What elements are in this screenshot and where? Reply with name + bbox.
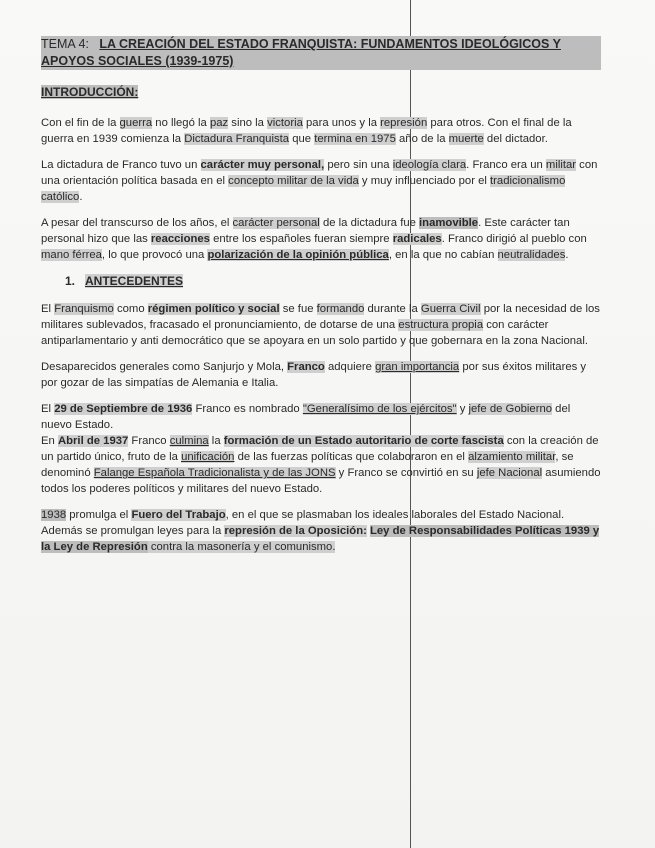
section-1-paragraph-2: Desaparecidos generales como Sanjurjo y Mola, Franco adquiere gran importancia por sus éxitos militares y por gozar de las simpatías de Alemania e Italia.	[41, 361, 587, 389]
section-1-paragraph-6: Además se promulgan leyes para la represión de la Oposición: Ley de Responsabilidades Políticas 1939 y la Ley de Represión contra la masonería y el comunismo.	[41, 525, 600, 553]
section-1-paragraph-5: 1938 promulga el Fuero del Trabajo, en el que se plasmaban los ideales laborales del Estado Nacional.	[41, 509, 565, 521]
intro-paragraph-3: A pesar del transcurso de los años, el carácter personal de la dictadura fue inamovible. Este carácter tan personal hizo que las reacciones entre los españoles fueran siempre radicales. Franco dirigió al pueblo con mano férrea, lo que provocó una polarización de la opinión pública, en la que no cabían neutralidades.	[41, 217, 587, 261]
section-1-paragraph-3: El 29 de Septiembre de 1936 Franco es nombrado "Generalísimo de los ejércitos" y jefe de Gobierno del nuevo Estado.	[41, 403, 571, 431]
section-1-paragraph-4: En Abril de 1937 Franco culmina la formación de un Estado autoritario de corte fascista con la creación de un partido único, fruto de la unificación de las fuerzas políticas que colaboraron en el alzamiento militar, se denominó Falange Española Tradicionalista y de las JONS y Franco se convirtió en su jefe Nacional asumiendo todos los poderes políticos y militares del nuevo Estado.	[41, 435, 601, 495]
title-main: LA CREACIÓN DEL ESTADO FRANQUISTA: FUNDAMENTOS IDEOLÓGICOS Y APOYOS SOCIALES (1939-1975)	[41, 37, 561, 68]
intro-heading: INTRODUCCIÓN:	[41, 85, 139, 99]
intro-paragraph-2: La dictadura de Franco tuvo un carácter muy personal, pero sin una ideología clara. Franco era un militar con una orientación política basada en el concepto militar de la vida y muy influenciado por el tradicionalismo católico.	[41, 159, 598, 203]
section-1-paragraph-1: El Franquismo como régimen político y social se fue formando durante la Guerra Civil por la necesidad de los militares sublevados, fracasado el pronunciamiento, de dotarse de una estructura propia con carácter antiparlamentario y anti democrático que se apoyara en un solo partido y que gobernara en la zona Nacional.	[41, 303, 600, 347]
section-1-block	[41, 401, 601, 497]
title-lead: TEMA 4:	[41, 37, 89, 51]
section-1-laws-block	[41, 507, 601, 555]
intro-paragraph-1: Con el fin de la guerra no llegó la paz sino la victoria para unos y la represión para otros. Con el final de la guerra en 1939 comienza la Dictadura Franquista que termina en 1975 año de la muerte del dictador.	[41, 117, 572, 145]
document-title	[41, 36, 601, 70]
section-1-heading: 1. ANTECEDENTES	[65, 274, 184, 288]
document-content	[41, 36, 601, 565]
